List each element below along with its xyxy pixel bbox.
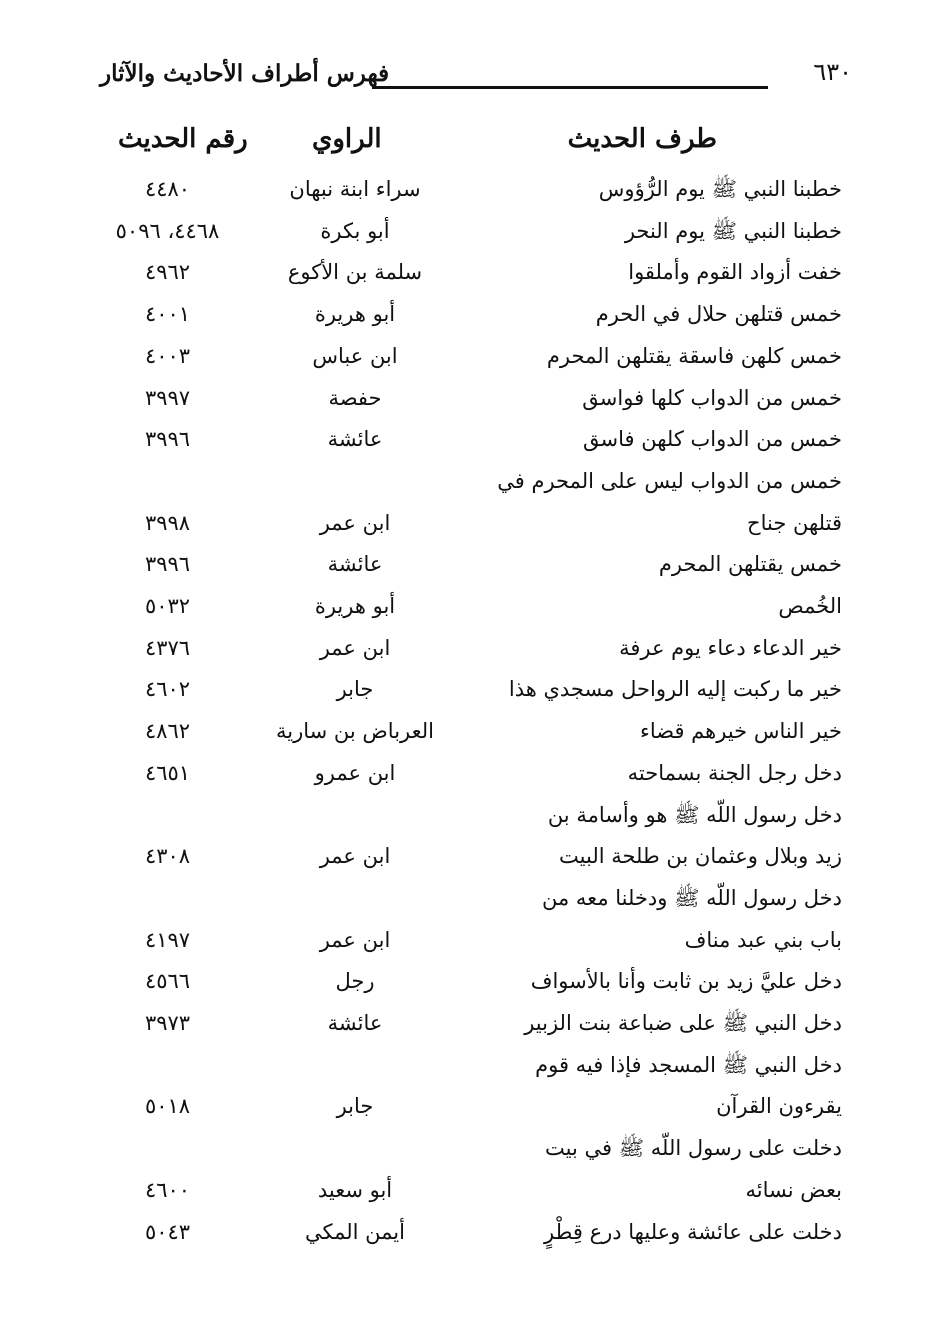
hadith-number: ٤١٩٧: [144, 927, 191, 952]
narrator: ابن عباس: [312, 343, 398, 368]
hadith-number: ٤٦٠٢: [144, 677, 191, 702]
narrator: أبو بكرة: [320, 218, 390, 243]
hadith-text: باب بني عبد مناف: [684, 927, 842, 952]
narrator: أبو هريرة: [314, 594, 396, 618]
narrator: عائشة: [327, 552, 383, 577]
narrator: العرباض بن سارية: [275, 719, 434, 744]
hadith-text: خير ما ركبت إليه الرواحل مسجدي هذا: [508, 677, 842, 702]
hadith-text: دخل رسول اللّه ﷺ ودخلنا معه من: [542, 885, 842, 910]
hadith-text: خمس من الدواب كلهن فاسق: [583, 427, 842, 452]
narrator: ابن عمر: [319, 635, 391, 660]
narrator: سلمة بن الأكوع: [287, 260, 423, 285]
table-row: [0, 627, 927, 669]
hadith-text: خفت أزواد القوم وأملقوا: [628, 260, 842, 285]
hadith-text: دخل النبي ﷺ المسجد فإذا فيه قوم: [535, 1052, 842, 1077]
narrator: جابر: [336, 677, 374, 702]
column-header-rawi: الراوي: [312, 124, 382, 154]
hadith-number: ٤٥٦٦: [144, 969, 191, 994]
column-header-hadith: طرف الحديث: [567, 124, 717, 154]
table-row: [0, 377, 927, 419]
table-row: [0, 418, 927, 460]
hadith-number: ٤٣٠٨: [144, 844, 191, 869]
hadith-text: يقرءون القرآن: [716, 1094, 842, 1119]
hadith-text: خير الناس خيرهم قضاء: [639, 719, 842, 744]
table-row: [0, 960, 927, 1002]
hadith-text: خمس كلهن فاسقة يقتلهن المحرم: [546, 343, 842, 368]
hadith-number: ٣٩٩٧: [144, 385, 191, 410]
hadith-text: دخلت على رسول اللّه ﷺ في بيت: [545, 1136, 842, 1161]
narrator: أيمن المكي: [305, 1219, 405, 1244]
hadith-number: ٥٠٣٢: [144, 594, 191, 618]
table-row: [0, 335, 927, 377]
narrator: ابن عمر: [319, 844, 391, 869]
hadith-text: قتلهن جناح: [747, 510, 842, 535]
table-row: [0, 1085, 927, 1127]
hadith-number: ٥٠١٨: [144, 1094, 191, 1119]
hadith-text: خمس قتلهن حلال في الحرم: [595, 302, 842, 327]
table-row: [0, 251, 927, 293]
narrator: ابن عمرو: [314, 760, 396, 785]
table-row: [0, 1127, 927, 1169]
hadith-number: ٤٦٥١: [144, 760, 191, 785]
narrator: حفصة: [328, 385, 382, 410]
narrator: جابر: [336, 1094, 374, 1119]
table-row: [0, 460, 927, 502]
table-row: [0, 543, 927, 585]
hadith-text: دخلت على عائشة وعليها درع قِطْرٍ: [544, 1219, 842, 1244]
table-row: [0, 835, 927, 877]
hadith-text: دخل النبي ﷺ على ضباعة بنت الزبير: [524, 1011, 842, 1035]
hadith-number: ٤٩٦٢: [144, 260, 191, 285]
hadith-number: ٤٤٨٠: [144, 177, 191, 201]
narrator: أبو هريرة: [314, 302, 396, 327]
hadith-number: ٤٣٧٦: [144, 635, 191, 660]
table-row: [0, 710, 927, 752]
narrator: عائشة: [327, 1011, 383, 1035]
header-rule: [372, 86, 768, 89]
hadith-text: خطبنا النبي ﷺ يوم الرُّؤوس: [598, 177, 842, 201]
hadith-number: ٤٠٠١: [144, 302, 191, 327]
hadith-number: ٤٦٠٠: [144, 1177, 191, 1202]
table-row: [0, 168, 927, 210]
hadith-text: بعض نسائه: [745, 1177, 842, 1202]
hadith-text: دخل رسول اللّه ﷺ هو وأسامة بن: [547, 802, 842, 827]
narrator: أبو سعيد: [317, 1177, 393, 1202]
hadith-text: خير الدعاء دعاء يوم عرفة: [619, 635, 842, 660]
hadith-number: ٤٤٦٨، ٥٠٩٦: [115, 218, 220, 243]
hadith-text: الخُمص: [778, 594, 842, 618]
table-row: [0, 1002, 927, 1044]
hadith-text: خمس يقتلهن المحرم: [658, 552, 842, 577]
column-header-number: رقم الحديث: [118, 124, 248, 154]
hadith-text: خطبنا النبي ﷺ يوم النحر: [624, 218, 842, 243]
narrator: رجل: [335, 969, 375, 994]
table-row: [0, 210, 927, 252]
hadith-text: خمس من الدواب ليس على المحرم في: [497, 468, 842, 493]
narrator: ابن عمر: [319, 927, 391, 952]
hadith-number: ٣٩٩٦: [144, 552, 191, 577]
table-row: [0, 668, 927, 710]
hadith-text: زيد وبلال وعثمان بن طلحة البيت: [559, 844, 842, 869]
hadith-number: ٥٠٤٣: [144, 1219, 191, 1244]
hadith-number: ٤٨٦٢: [144, 719, 191, 744]
hadith-number: ٣٩٩٦: [144, 427, 191, 452]
hadith-text: دخل عليَّ زيد بن ثابت وأنا بالأسواف: [530, 969, 842, 994]
table-row: [0, 502, 927, 544]
narrator: سراء ابنة نبهان: [289, 177, 421, 201]
hadith-text: خمس من الدواب كلها فواسق: [582, 385, 842, 410]
table-row: [0, 877, 927, 919]
hadith-number: ٣٩٩٨: [144, 510, 191, 535]
table-row: [0, 1169, 927, 1211]
narrator: عائشة: [327, 427, 383, 452]
table-row: [0, 752, 927, 794]
page-header: [100, 58, 852, 98]
hadith-text: دخل رجل الجنة بسماحته: [627, 760, 842, 785]
table-row: [0, 293, 927, 335]
table-row: [0, 794, 927, 836]
hadith-number: ٤٠٠٣: [144, 343, 191, 368]
table-row: [0, 585, 927, 627]
page-title: فهرس أطراف الأحاديث والآثار: [100, 60, 390, 87]
table-row: [0, 1044, 927, 1086]
hadith-number: ٣٩٧٣: [144, 1011, 191, 1035]
page-number: ٦٣٠: [813, 58, 852, 86]
table-row: [0, 1211, 927, 1253]
narrator: ابن عمر: [319, 510, 391, 535]
table-row: [0, 919, 927, 961]
